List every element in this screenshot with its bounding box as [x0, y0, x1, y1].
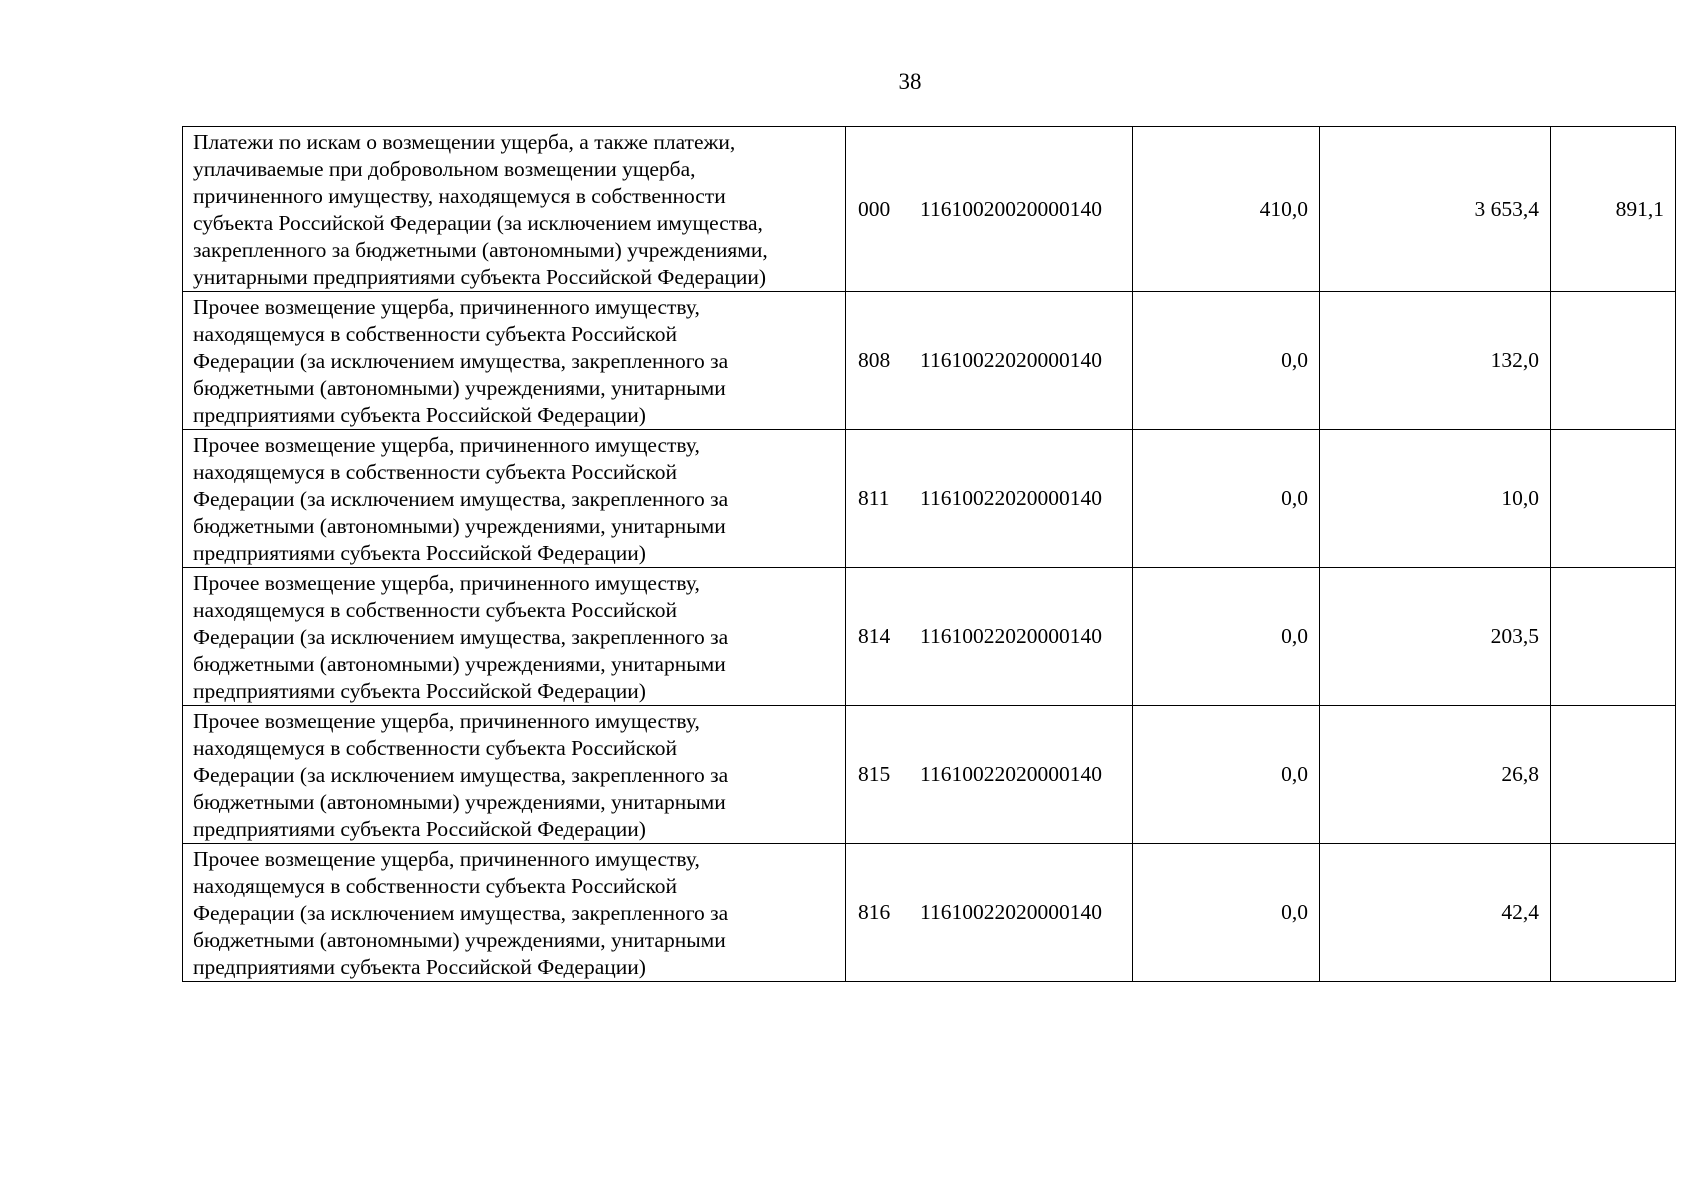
value-cell-2: 26,8 — [1320, 706, 1551, 844]
description-line: Федерации (за исключением имущества, закрепленного за — [193, 349, 729, 373]
description-line: бюджетными (автономными) учреждениями, унитарными — [193, 652, 726, 676]
admin-code: 816 — [858, 900, 891, 924]
value-cell-3 — [1551, 568, 1676, 706]
description-line: причиненного имуществу, находящемуся в собственности — [193, 184, 726, 208]
description-line: предприятиями субъекта Российской Федерации) — [193, 541, 646, 565]
codes-cell — [846, 568, 1133, 706]
description-line: находящемуся в собственности субъекта Российской — [193, 874, 678, 898]
description-line: бюджетными (автономными) учреждениями, унитарными — [193, 376, 726, 400]
value-cell-2: 10,0 — [1320, 430, 1551, 568]
value-cell-1: 0,0 — [1133, 706, 1320, 844]
description-line: Федерации (за исключением имущества, закрепленного за — [193, 763, 729, 787]
page-number: 38 — [898, 69, 922, 94]
table-row — [183, 568, 1676, 706]
admin-code: 815 — [858, 762, 891, 786]
description-line: бюджетными (автономными) учреждениями, унитарными — [193, 928, 726, 952]
description-line: бюджетными (автономными) учреждениями, унитарными — [193, 790, 726, 814]
kbk-code: 11610022020000140 — [920, 486, 1102, 510]
value-cell-1: 0,0 — [1133, 430, 1320, 568]
description-line: бюджетными (автономными) учреждениями, унитарными — [193, 514, 726, 538]
admin-code: 814 — [858, 624, 891, 648]
description-line: находящемуся в собственности субъекта Российской — [193, 736, 678, 760]
admin-code: 808 — [858, 348, 891, 372]
value-cell-3: 891,1 — [1551, 127, 1676, 292]
description-line: предприятиями субъекта Российской Федерации) — [193, 679, 646, 703]
value-cell-1: 0,0 — [1133, 292, 1320, 430]
description-line: закрепленного за бюджетными (автономными) учреждениями, — [193, 238, 768, 262]
value-cell-2: 42,4 — [1320, 844, 1551, 982]
description-line: Прочее возмещение ущерба, причиненного имуществу, — [193, 433, 700, 457]
codes-cell — [846, 292, 1133, 430]
codes-cell — [846, 706, 1133, 844]
description-line: уплачиваемые при добровольном возмещении ущерба, — [193, 157, 696, 181]
description-line: находящемуся в собственности субъекта Российской — [193, 598, 678, 622]
table-row — [183, 292, 1676, 430]
codes-cell — [846, 430, 1133, 568]
description-line: унитарными предприятиями субъекта Российской Федерации) — [193, 265, 767, 289]
table-row — [183, 844, 1676, 982]
description-line: Прочее возмещение ущерба, причиненного имуществу, — [193, 847, 700, 871]
description-line: предприятиями субъекта Российской Федерации) — [193, 403, 646, 427]
value-cell-3 — [1551, 430, 1676, 568]
description-line: Федерации (за исключением имущества, закрепленного за — [193, 625, 729, 649]
description-line: предприятиями субъекта Российской Федерации) — [193, 955, 646, 979]
table-row — [183, 706, 1676, 844]
revenue-table — [182, 126, 1676, 982]
description-line: Федерации (за исключением имущества, закрепленного за — [193, 487, 729, 511]
table-row — [183, 430, 1676, 568]
value-cell-3 — [1551, 706, 1676, 844]
kbk-code: 11610022020000140 — [920, 348, 1102, 372]
value-cell-2: 3 653,4 — [1320, 127, 1551, 292]
value-cell-1: 0,0 — [1133, 568, 1320, 706]
description-line: находящемуся в собственности субъекта Российской — [193, 460, 678, 484]
kbk-code: 11610022020000140 — [920, 624, 1102, 648]
kbk-code: 11610020020000140 — [920, 196, 1102, 221]
description-cell — [183, 127, 846, 292]
description-line: предприятиями субъекта Российской Федерации) — [193, 817, 646, 841]
kbk-code: 11610022020000140 — [920, 900, 1102, 924]
description-line: находящемуся в собственности субъекта Российской — [193, 322, 678, 346]
table-row — [183, 127, 1676, 292]
admin-code: 811 — [858, 486, 890, 510]
value-cell-2: 132,0 — [1320, 292, 1551, 430]
kbk-code: 11610022020000140 — [920, 762, 1102, 786]
value-cell-1: 410,0 — [1133, 127, 1320, 292]
description-cell — [183, 568, 846, 706]
description-cell — [183, 844, 846, 982]
description-cell — [183, 706, 846, 844]
table-body — [183, 127, 1676, 982]
value-cell-1: 0,0 — [1133, 844, 1320, 982]
description-line: Прочее возмещение ущерба, причиненного имуществу, — [193, 709, 700, 733]
description-cell — [183, 430, 846, 568]
description-line: Прочее возмещение ущерба, причиненного имуществу, — [193, 571, 700, 595]
codes-cell — [846, 127, 1133, 292]
admin-code: 000 — [858, 196, 891, 221]
value-cell-2: 203,5 — [1320, 568, 1551, 706]
value-cell-3 — [1551, 292, 1676, 430]
description-line: Прочее возмещение ущерба, причиненного имуществу, — [193, 295, 700, 319]
description-line: субъекта Российской Федерации (за исключением имущества, — [193, 211, 763, 235]
description-line: Платежи по искам о возмещении ущерба, а также платежи, — [193, 130, 736, 154]
codes-cell — [846, 844, 1133, 982]
description-cell — [183, 292, 846, 430]
description-line: Федерации (за исключением имущества, закрепленного за — [193, 901, 729, 925]
value-cell-3 — [1551, 844, 1676, 982]
